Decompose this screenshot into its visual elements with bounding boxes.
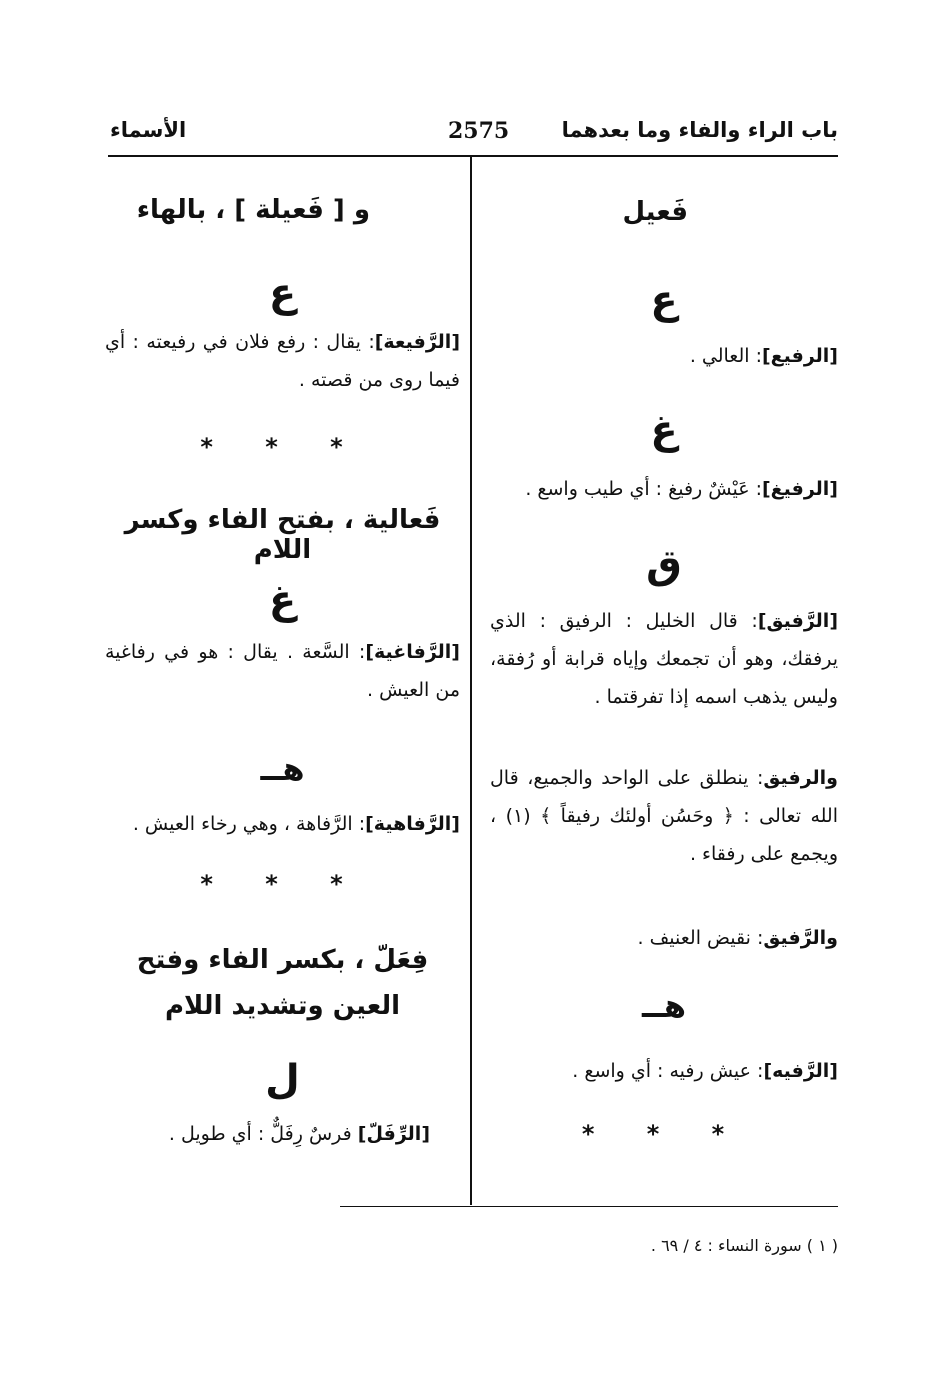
column-divider <box>470 157 472 1205</box>
footnote: ( ١ ) سورة النساء : ٤ / ٦٩ . <box>650 1236 838 1255</box>
letter-ghain: غ <box>268 577 297 623</box>
entry-term: [الرفيع] <box>761 345 838 367</box>
heading-faeela: و [ فَعيلة ] ، بالهاء <box>136 195 370 225</box>
entry-term: والرفيق <box>763 767 838 789</box>
letter-ha: هــ <box>260 750 305 788</box>
running-head-section: الأسماء <box>110 118 187 142</box>
letter-ain: ع <box>268 270 297 316</box>
entry-definition: : عيش رفيه : أي واسع . <box>572 1060 764 1082</box>
entry-term: [الرِّفَلّ] <box>357 1123 430 1145</box>
entry-term: والرَّفيق <box>763 927 838 949</box>
section-separator: * * * <box>200 433 365 461</box>
entry-term: [الرفيغ] <box>761 478 838 500</box>
entry-term: [الرَّفيه] <box>763 1060 838 1082</box>
entry-rafeeq-3 <box>490 919 838 957</box>
entry-rafeeq <box>490 602 838 716</box>
entry-definition: : قال الخليل : الرفيق : الذي يرفقك، وهو أن تجمعك وإياه قرابة أو رُفقة، وليس يذهب اسمه إذا تفرقتما . <box>490 610 838 708</box>
entry-term: [الرَّفاغية] <box>365 641 460 663</box>
letter-ain: ع <box>650 277 678 323</box>
entry-definition: : السَّعة . يقال : هو في رفاغية من العيش . <box>105 641 460 701</box>
entry-definition: : ينطلق على الواحد والجميع، قال الله تعالى : ﴿ وحَسُن أولئك رفيقاً ﴾ (١) ، ويجمع على رفقاء . <box>490 767 838 865</box>
entry-definition: : نقيض العنيف . <box>637 927 764 949</box>
entry-rafee <box>490 337 838 375</box>
entry-rafaheya <box>105 805 460 843</box>
footnote-rule <box>340 1206 838 1207</box>
entry-term: [الرَّفيعة] <box>374 331 460 353</box>
entry-rafeegh <box>490 470 838 508</box>
heading-faeel: فَعيل <box>622 197 688 227</box>
section-separator: * * * <box>581 1120 747 1148</box>
letter-lam: ل <box>265 1057 300 1103</box>
letter-ghain: غ <box>650 407 678 453</box>
entry-rafeea <box>105 323 460 399</box>
entry-term: [الرَّفاهية] <box>365 813 460 835</box>
header-rule <box>108 155 838 157</box>
entry-definition: فرسٌ رِفَلٌّ : أي طويل . <box>168 1123 358 1145</box>
heading-fiall: فِعَلّ ، بكسر الفاء وفتح العين وتشديد اللام <box>136 945 429 1021</box>
entry-rafeeh <box>490 1052 838 1090</box>
entry-rafeeq-2 <box>490 759 838 873</box>
entry-definition: : عَيْشٌ رفيغ : أي طيب واسع . <box>525 478 762 500</box>
entry-rifall <box>105 1115 460 1153</box>
section-separator: * * * <box>200 870 365 898</box>
entry-definition: : يقال : رفع فلان في رفيعته : أي فيما روى من قصته . <box>105 331 460 391</box>
entry-definition: : العالي . <box>689 345 762 367</box>
entry-term: [الرَّفيق] <box>757 610 838 632</box>
letter-ha: هــ <box>641 987 687 1025</box>
page-number: 2575 <box>448 118 510 144</box>
letter-qaf: ق <box>646 542 682 588</box>
running-head-chapter: باب الراء والفاء وما بعدهما <box>561 118 838 142</box>
entry-rafagheya <box>105 633 460 709</box>
heading-faaliya: فَعالية ، بفتح الفاء وكسر اللام <box>124 505 441 565</box>
entry-definition: : الرَّفاهة ، وهي رخاء العيش . <box>132 813 366 835</box>
